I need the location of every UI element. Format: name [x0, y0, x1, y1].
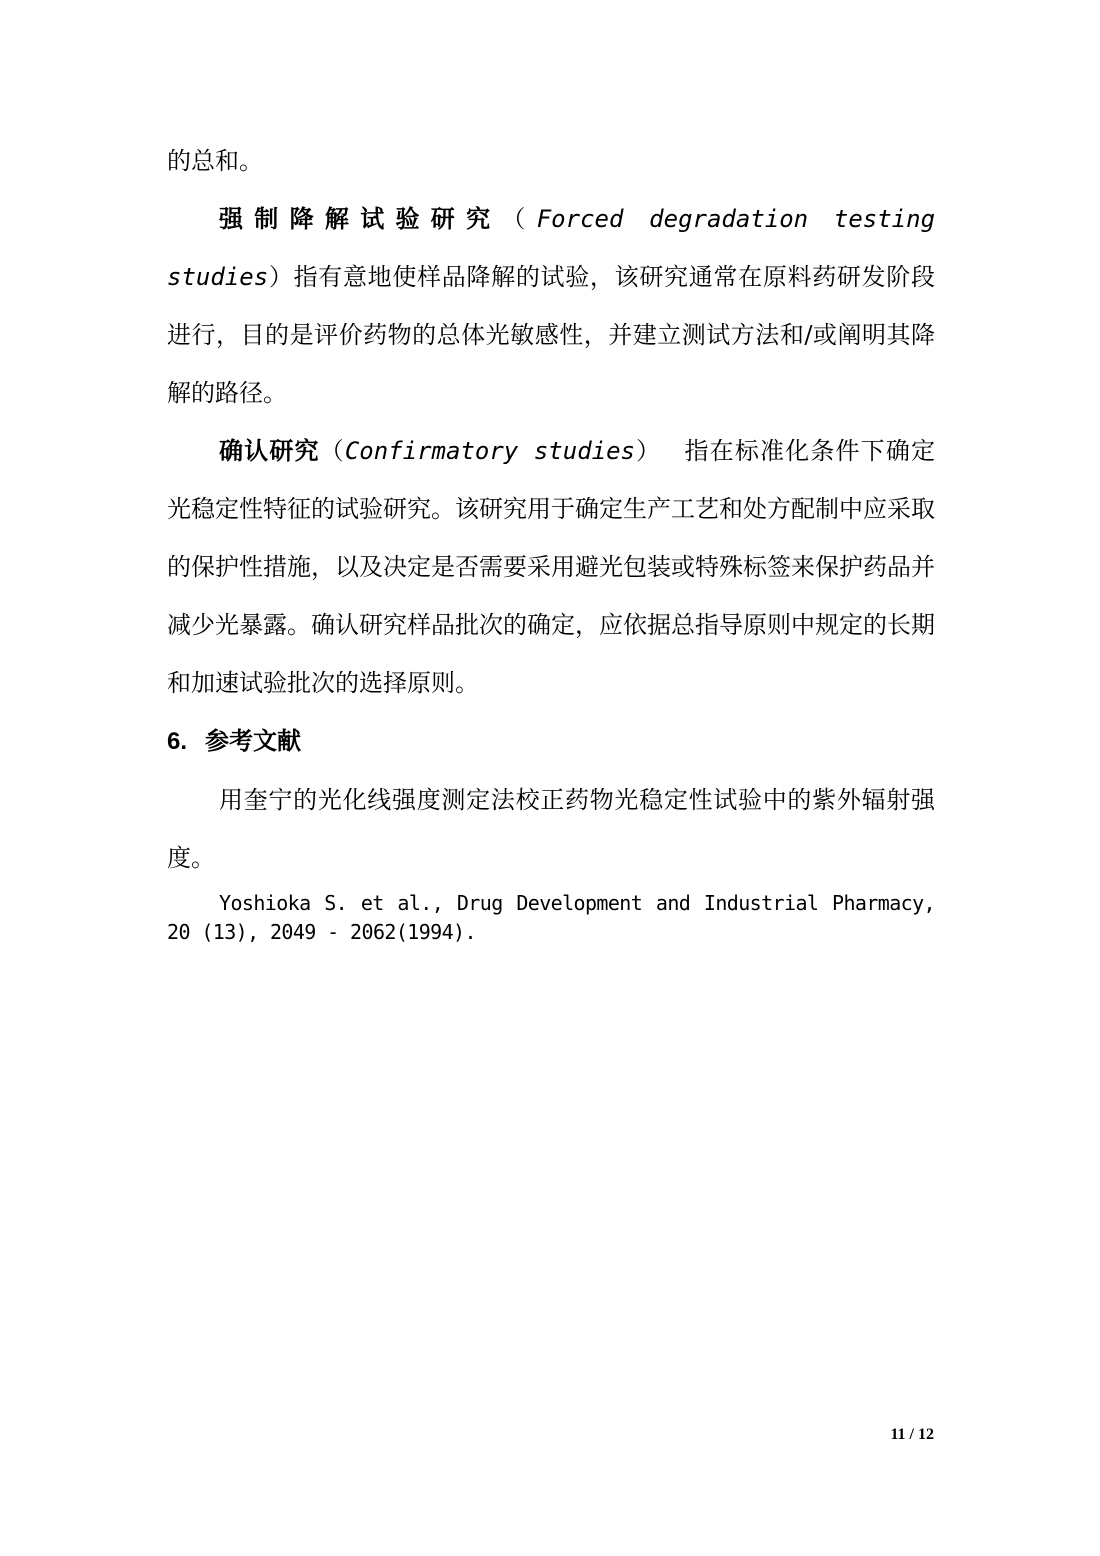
continued-paragraph: 的总和。 — [167, 147, 263, 175]
forced-degradation-paragraph — [167, 190, 935, 422]
confirmatory-english: Confirmatory studies — [344, 437, 635, 465]
page-number: 11 / 12 — [890, 1426, 934, 1443]
forced-degradation-term: 强制降解试验研究 — [219, 205, 502, 233]
section-title: 参考文献 — [205, 727, 301, 755]
confirmatory-term: 确认研究 — [219, 437, 320, 465]
reference-description: 用奎宁的光化线强度测定法校正药物光稳定性试验中的紫外辐射强度。 — [167, 786, 935, 872]
confirmatory-definition: 指在标准化条件下确定光稳定性特征的试验研究。该研究用于确定生产工艺和处方配制中应采取的保护性措施，以及决定是否需要采用避光包装或特殊标签来保护药品并减少光暴露。确认研究样品批次的确定，应依据总指导原则中规定的长期和加速试验批次的选择原则。 — [167, 437, 936, 697]
section-heading-references — [167, 712, 935, 771]
reference-citation: Yoshioka S. et al., Drug Development and Industrial Pharmacy, 20 (13), 2049 - 2062(1994). — [167, 891, 935, 944]
close-paren: ） — [268, 263, 294, 291]
open-paren: （ — [501, 205, 537, 233]
page-content — [167, 132, 935, 947]
close-paren: ） — [635, 437, 662, 465]
open-paren: （ — [319, 437, 345, 465]
forced-degradation-english: Forced degradation testing studies — [167, 205, 936, 291]
section-number: 6. — [167, 728, 188, 755]
forced-degradation-definition: 指有意地使样品降解的试验，该研究通常在原料药研发阶段进行，目的是评价药物的总体光敏感性，并建立测试方法和/或阐明其降解的路径。 — [167, 263, 936, 407]
confirmatory-paragraph — [167, 422, 935, 712]
